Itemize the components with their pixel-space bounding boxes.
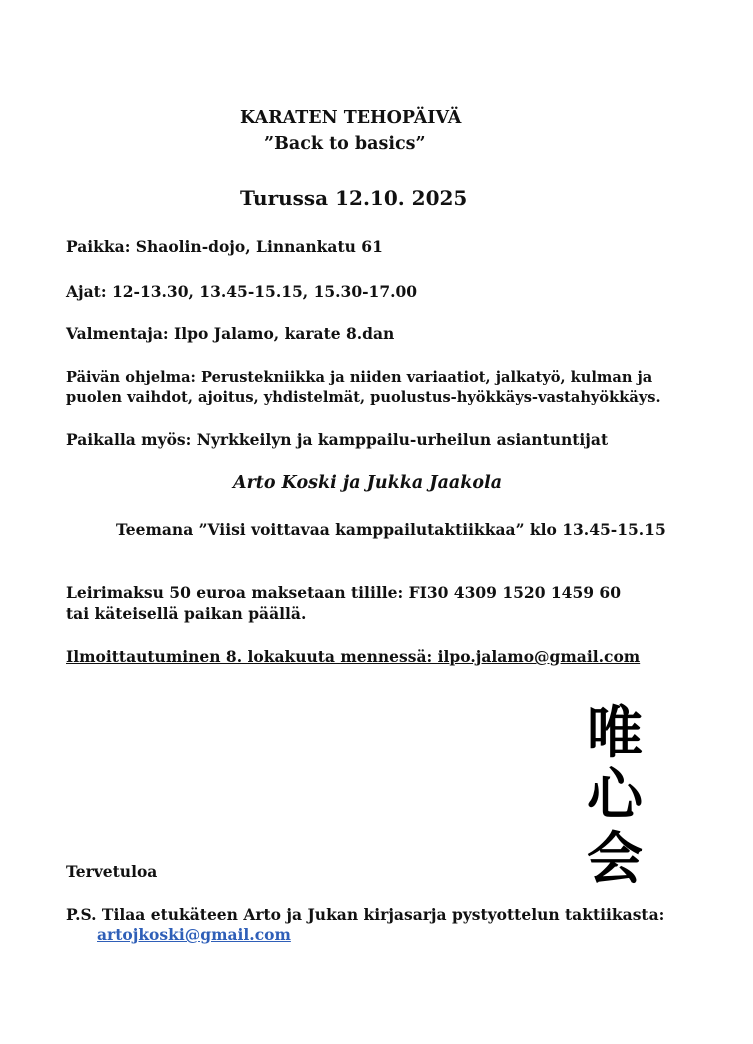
event-title: KARATEN TEHOPÄIVÄ [240, 108, 462, 128]
also-present-line: Paikalla myös: Nyrkkeilyn ja kamppailu-urheilun asiantuntijat [66, 430, 609, 449]
fee-line-2: tai käteisellä paikan päällä. [66, 604, 307, 623]
coach-line: Valmentaja: Ilpo Jalamo, karate 8.dan [66, 324, 395, 343]
program-line-2: puolen vaihdot, ajoitus, yhdistelmät, puolustus-hyökkäys-vastahyökkäys. [66, 389, 661, 406]
place-line: Paikka: Shaolin-dojo, Linnankatu 61 [66, 237, 383, 256]
kanji-shin: 心 [587, 763, 643, 828]
guest-names: Arto Koski ja Jukka Jaakola [233, 473, 503, 493]
welcome-text: Tervetuloa [66, 862, 158, 881]
ps-line: P.S. Tilaa etukäteen Arto ja Jukan kirjasarja pystyottelun taktiikasta: [66, 905, 665, 924]
event-subtitle: ”Back to basics” [264, 134, 426, 154]
ps-email-link[interactable]: artojkoski@gmail.com [97, 925, 291, 944]
event-date: Turussa 12.10. 2025 [240, 186, 468, 210]
program-line-1: Päivän ohjelma: Perustekniikka ja niiden variaatiot, jalkatyö, kulman ja [66, 369, 653, 386]
theme-line: Teemana ”Viisi voittavaa kamppailutaktiikkaa” klo 13.45-15.15 [116, 520, 666, 539]
kanji-kai: 会 [587, 827, 643, 890]
times-line: Ajat: 12-13.30, 13.45-15.15, 15.30-17.00 [66, 282, 418, 301]
calligraphy-kanji [570, 690, 660, 890]
registration-link[interactable]: Ilmoittautuminen 8. lokakuuta mennessä: ilpo.jalamo@gmail.com [66, 647, 641, 666]
fee-line-1: Leirimaksu 50 euroa maksetaan tilille: FI30 4309 1520 1459 60 [66, 583, 621, 602]
kanji-yui: 唯 [587, 701, 643, 766]
